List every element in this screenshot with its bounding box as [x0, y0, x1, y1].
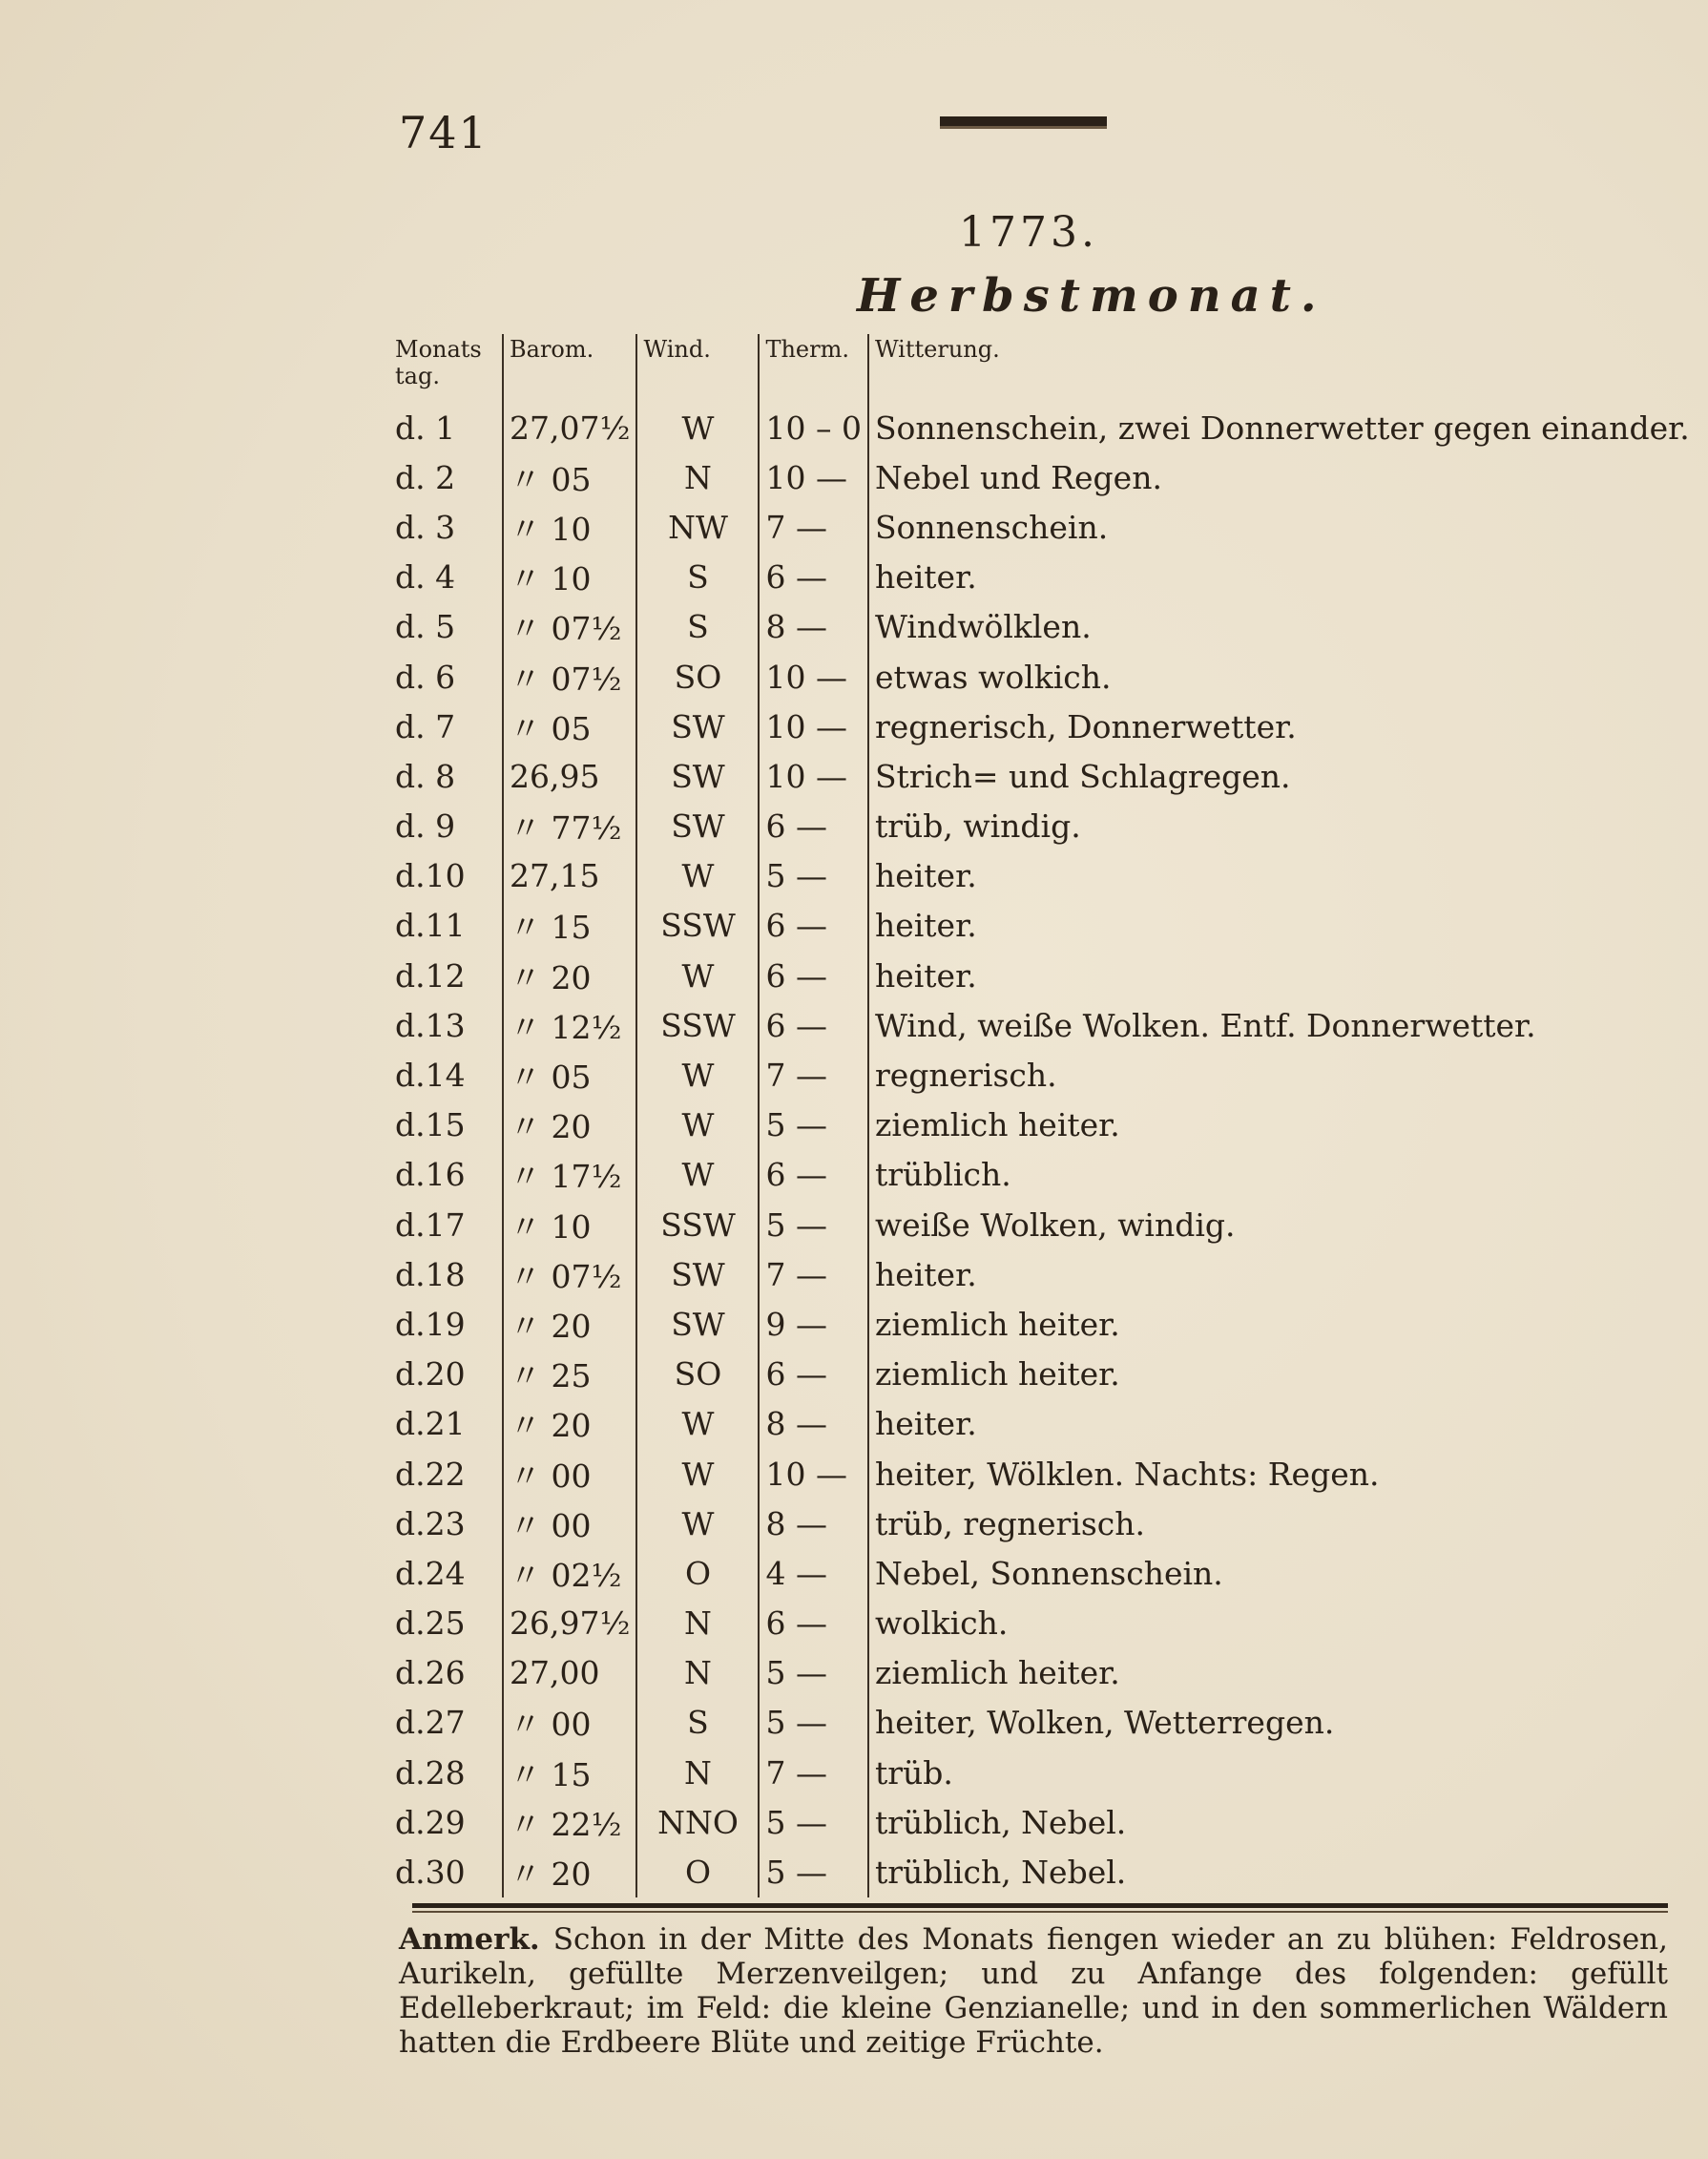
cell-barometer: 〃 07½ — [503, 602, 636, 652]
table-row — [389, 951, 1696, 1000]
bottom-rule-thin — [412, 1911, 1668, 1913]
cell-weather: heiter. — [868, 553, 1696, 602]
cell-wind: SO — [636, 652, 759, 702]
cell-thermometer: 5 — — [759, 1648, 867, 1698]
cell-day: d.15 — [395, 1106, 466, 1144]
cell-thermometer: 4 — — [759, 1548, 867, 1598]
cell-weather: Nebel, Sonnenschein. — [868, 1548, 1696, 1598]
cell-wind: NNO — [636, 1797, 759, 1847]
cell-thermometer: 7 — — [759, 1748, 867, 1797]
note-label: Anmerk. — [399, 1922, 540, 1957]
cell-day: d. 6 — [395, 658, 456, 696]
cell-weather: Sonnenschein. — [868, 502, 1696, 552]
cell-barometer: 〃 10 — [503, 502, 636, 552]
cell-thermometer: 9 — — [759, 1299, 867, 1349]
cell-thermometer: 10 — — [759, 452, 867, 502]
cell-thermometer: 8 — — [759, 1399, 867, 1449]
cell-weather: trüblich, Nebel. — [868, 1847, 1696, 1897]
cell-day: d. 3 — [395, 508, 456, 546]
cell-weather: heiter. — [868, 851, 1696, 901]
cell-barometer: 〃 00 — [503, 1698, 636, 1748]
cell-barometer: 〃 00 — [503, 1449, 636, 1499]
cell-barometer: 〃 20 — [503, 951, 636, 1000]
cell-wind: SW — [636, 751, 759, 801]
cell-wind: N — [636, 1748, 759, 1797]
cell-wind: O — [636, 1847, 759, 1897]
cell-weather: ziemlich heiter. — [868, 1350, 1696, 1399]
table-row — [389, 553, 1696, 602]
cell-thermometer: 6 — — [759, 1150, 867, 1200]
cell-barometer: 〃 15 — [503, 901, 636, 951]
cell-weather: weiße Wolken, windig. — [868, 1200, 1696, 1249]
cell-barometer: 〃 10 — [503, 1200, 636, 1249]
cell-wind: SSW — [636, 1000, 759, 1050]
cell-thermometer: 6 — — [759, 553, 867, 602]
cell-day: d.23 — [395, 1504, 466, 1542]
cell-wind: SSW — [636, 901, 759, 951]
table-row — [389, 1748, 1696, 1797]
cell-thermometer: 5 — — [759, 1797, 867, 1847]
cell-thermometer: 5 — — [759, 1847, 867, 1897]
cell-wind: SW — [636, 1249, 759, 1299]
cell-weather: Strich= und Schlagregen. — [868, 751, 1696, 801]
cell-thermometer: 10 — — [759, 652, 867, 702]
cell-day: d.21 — [395, 1405, 466, 1443]
cell-thermometer: 6 — — [759, 1350, 867, 1399]
table-body — [389, 403, 1696, 1897]
cell-thermometer: 6 — — [759, 1599, 867, 1648]
cell-wind: N — [636, 1599, 759, 1648]
annotation-note — [399, 1922, 1668, 2060]
cell-weather: regnerisch, Donnerwetter. — [868, 702, 1696, 751]
cell-wind: W — [636, 851, 759, 901]
cell-wind: SW — [636, 802, 759, 851]
table-row — [389, 1100, 1696, 1150]
cell-thermometer: 5 — — [759, 1100, 867, 1150]
table-row — [389, 1449, 1696, 1499]
cell-weather: etwas wolkich. — [868, 652, 1696, 702]
table-row — [389, 901, 1696, 951]
cell-weather: trüb. — [868, 1748, 1696, 1797]
cell-day: d.18 — [395, 1255, 466, 1293]
cell-weather: trüb, windig. — [868, 802, 1696, 851]
cell-thermometer: 5 — — [759, 851, 867, 901]
cell-thermometer: 8 — — [759, 1499, 867, 1548]
cell-barometer: 〃 17½ — [503, 1150, 636, 1200]
table-row — [389, 1399, 1696, 1449]
year-heading: 1773. — [959, 208, 1098, 257]
cell-day: d.22 — [395, 1455, 466, 1493]
cell-wind: NW — [636, 502, 759, 552]
table-row — [389, 1150, 1696, 1200]
cell-wind: W — [636, 1499, 759, 1548]
cell-day: d.24 — [395, 1554, 466, 1592]
table-row — [389, 1050, 1696, 1100]
cell-day: d.20 — [395, 1355, 466, 1394]
page-number: 741 — [399, 107, 489, 158]
cell-wind: N — [636, 1648, 759, 1698]
table-row — [389, 1200, 1696, 1249]
cell-barometer: 〃 05 — [503, 452, 636, 502]
cell-weather: ziemlich heiter. — [868, 1648, 1696, 1698]
cell-day: d.10 — [395, 857, 466, 895]
cell-wind: SW — [636, 702, 759, 751]
cell-day: d.29 — [395, 1803, 466, 1841]
table-row — [389, 751, 1696, 801]
cell-weather: Windwölklen. — [868, 602, 1696, 652]
cell-barometer: 〃 20 — [503, 1299, 636, 1349]
weather-table — [389, 334, 1696, 1897]
table-row — [389, 452, 1696, 502]
cell-wind: W — [636, 1150, 759, 1200]
cell-wind: W — [636, 1100, 759, 1150]
cell-weather: heiter, Wolken, Wetterregen. — [868, 1698, 1696, 1748]
table-header-row — [389, 334, 1696, 403]
table-row — [389, 502, 1696, 552]
cell-weather: heiter. — [868, 901, 1696, 951]
cell-thermometer: 7 — — [759, 1249, 867, 1299]
cell-barometer: 26,97½ — [503, 1599, 636, 1648]
cell-barometer: 27,15 — [503, 851, 636, 901]
table-row — [389, 1847, 1696, 1897]
cell-day: d.25 — [395, 1604, 466, 1643]
cell-day: d. 7 — [395, 707, 456, 745]
table-row — [389, 851, 1696, 901]
cell-thermometer: 7 — — [759, 502, 867, 552]
cell-thermometer: 5 — — [759, 1200, 867, 1249]
cell-weather: Wind, weiße Wolken. Entf. Donnerwetter. — [868, 1000, 1696, 1050]
cell-barometer: 27,00 — [503, 1648, 636, 1698]
cell-barometer: 〃 22½ — [503, 1797, 636, 1847]
cell-weather: trüblich, Nebel. — [868, 1797, 1696, 1847]
header-weather: Witterung. — [868, 334, 1696, 403]
cell-wind: W — [636, 1050, 759, 1100]
header-wind: Wind. — [636, 334, 759, 403]
cell-day: d. 4 — [395, 558, 456, 597]
cell-weather: Sonnenschein, zwei Donnerwetter gegen einander. — [868, 403, 1696, 452]
table-row — [389, 602, 1696, 652]
cell-weather: heiter. — [868, 1249, 1696, 1299]
cell-barometer: 〃 07½ — [503, 1249, 636, 1299]
table-row — [389, 1350, 1696, 1399]
table-row — [389, 1499, 1696, 1548]
cell-barometer: 27,07½ — [503, 403, 636, 452]
cell-day: d.16 — [395, 1156, 466, 1194]
table-row — [389, 403, 1696, 452]
note-text: Schon in der Mitte des Monats fiengen wieder an zu blühen: Feldrosen, Aurikeln, gefüllte Merzenveilgen; und zu Anfange des folgenden: gefüllt Edelleberkraut; im Feld: die kleine Genzianelle; und in den sommerlichen Wäldern hatten die Erdbeere Blüte und zeitige Früchte. — [399, 1922, 1668, 2060]
cell-barometer: 〃 20 — [503, 1100, 636, 1150]
cell-day: d.30 — [395, 1854, 466, 1892]
cell-thermometer: 10 — — [759, 751, 867, 801]
cell-day: d.14 — [395, 1057, 466, 1095]
table-row — [389, 1249, 1696, 1299]
cell-barometer: 〃 77½ — [503, 802, 636, 851]
table-row — [389, 1299, 1696, 1349]
cell-day: d. 8 — [395, 757, 456, 795]
cell-wind: N — [636, 452, 759, 502]
table-row — [389, 802, 1696, 851]
cell-thermometer: 6 — — [759, 1000, 867, 1050]
cell-day: d.17 — [395, 1205, 466, 1244]
cell-wind: SW — [636, 1299, 759, 1349]
cell-wind: W — [636, 1399, 759, 1449]
cell-thermometer: 6 — — [759, 901, 867, 951]
cell-weather: trüb, regnerisch. — [868, 1499, 1696, 1548]
cell-wind: O — [636, 1548, 759, 1598]
header-thermometer: Therm. — [759, 334, 867, 403]
cell-wind: S — [636, 553, 759, 602]
cell-day: d.26 — [395, 1654, 466, 1692]
cell-weather: heiter. — [868, 951, 1696, 1000]
cell-day: d. 9 — [395, 807, 456, 846]
cell-barometer: 〃 25 — [503, 1350, 636, 1399]
cell-barometer: 〃 10 — [503, 553, 636, 602]
cell-wind: W — [636, 951, 759, 1000]
cell-thermometer: 10 — — [759, 702, 867, 751]
cell-weather: Nebel und Regen. — [868, 452, 1696, 502]
cell-day: d.27 — [395, 1704, 466, 1742]
table-row — [389, 702, 1696, 751]
cell-weather: trüblich. — [868, 1150, 1696, 1200]
cell-day: d.13 — [395, 1006, 466, 1044]
cell-barometer: 〃 07½ — [503, 652, 636, 702]
cell-barometer: 〃 00 — [503, 1499, 636, 1548]
cell-barometer: 〃 20 — [503, 1847, 636, 1897]
cell-day: d.12 — [395, 956, 466, 995]
cell-weather: regnerisch. — [868, 1050, 1696, 1100]
cell-day: d. 5 — [395, 608, 456, 646]
cell-day: d. 2 — [395, 458, 456, 496]
cell-wind: S — [636, 1698, 759, 1748]
table-row — [389, 1648, 1696, 1698]
cell-thermometer: 10 – 0 — [759, 403, 867, 452]
table-row — [389, 1797, 1696, 1847]
cell-thermometer: 6 — — [759, 951, 867, 1000]
table-row — [389, 1599, 1696, 1648]
cell-barometer: 26,95 — [503, 751, 636, 801]
cell-wind: SO — [636, 1350, 759, 1399]
header-barometer: Barom. — [503, 334, 636, 403]
table-row — [389, 1548, 1696, 1598]
cell-barometer: 〃 12½ — [503, 1000, 636, 1050]
cell-day: d.11 — [395, 907, 466, 945]
table-row — [389, 1000, 1696, 1050]
cell-weather: ziemlich heiter. — [868, 1100, 1696, 1150]
cell-wind: SSW — [636, 1200, 759, 1249]
month-title: Herbstmonat. — [857, 269, 1326, 323]
cell-barometer: 〃 05 — [503, 702, 636, 751]
cell-wind: W — [636, 403, 759, 452]
header-day: Monats tag. — [395, 336, 482, 389]
cell-barometer: 〃 15 — [503, 1748, 636, 1797]
header-rule — [940, 116, 1107, 129]
cell-wind: W — [636, 1449, 759, 1499]
cell-weather: heiter. — [868, 1399, 1696, 1449]
cell-weather: heiter, Wölklen. Nachts: Regen. — [868, 1449, 1696, 1499]
table-row — [389, 652, 1696, 702]
cell-weather: ziemlich heiter. — [868, 1299, 1696, 1349]
cell-wind: S — [636, 602, 759, 652]
cell-day: d.19 — [395, 1305, 466, 1343]
cell-barometer: 〃 20 — [503, 1399, 636, 1449]
cell-thermometer: 8 — — [759, 602, 867, 652]
cell-day: d.28 — [395, 1753, 466, 1792]
cell-day: d. 1 — [395, 409, 456, 447]
bottom-rule — [412, 1903, 1668, 1908]
cell-thermometer: 6 — — [759, 802, 867, 851]
cell-barometer: 〃 05 — [503, 1050, 636, 1100]
cell-barometer: 〃 02½ — [503, 1548, 636, 1598]
cell-weather: wolkich. — [868, 1599, 1696, 1648]
cell-thermometer: 5 — — [759, 1698, 867, 1748]
cell-thermometer: 7 — — [759, 1050, 867, 1100]
table-row — [389, 1698, 1696, 1748]
cell-thermometer: 10 — — [759, 1449, 867, 1499]
